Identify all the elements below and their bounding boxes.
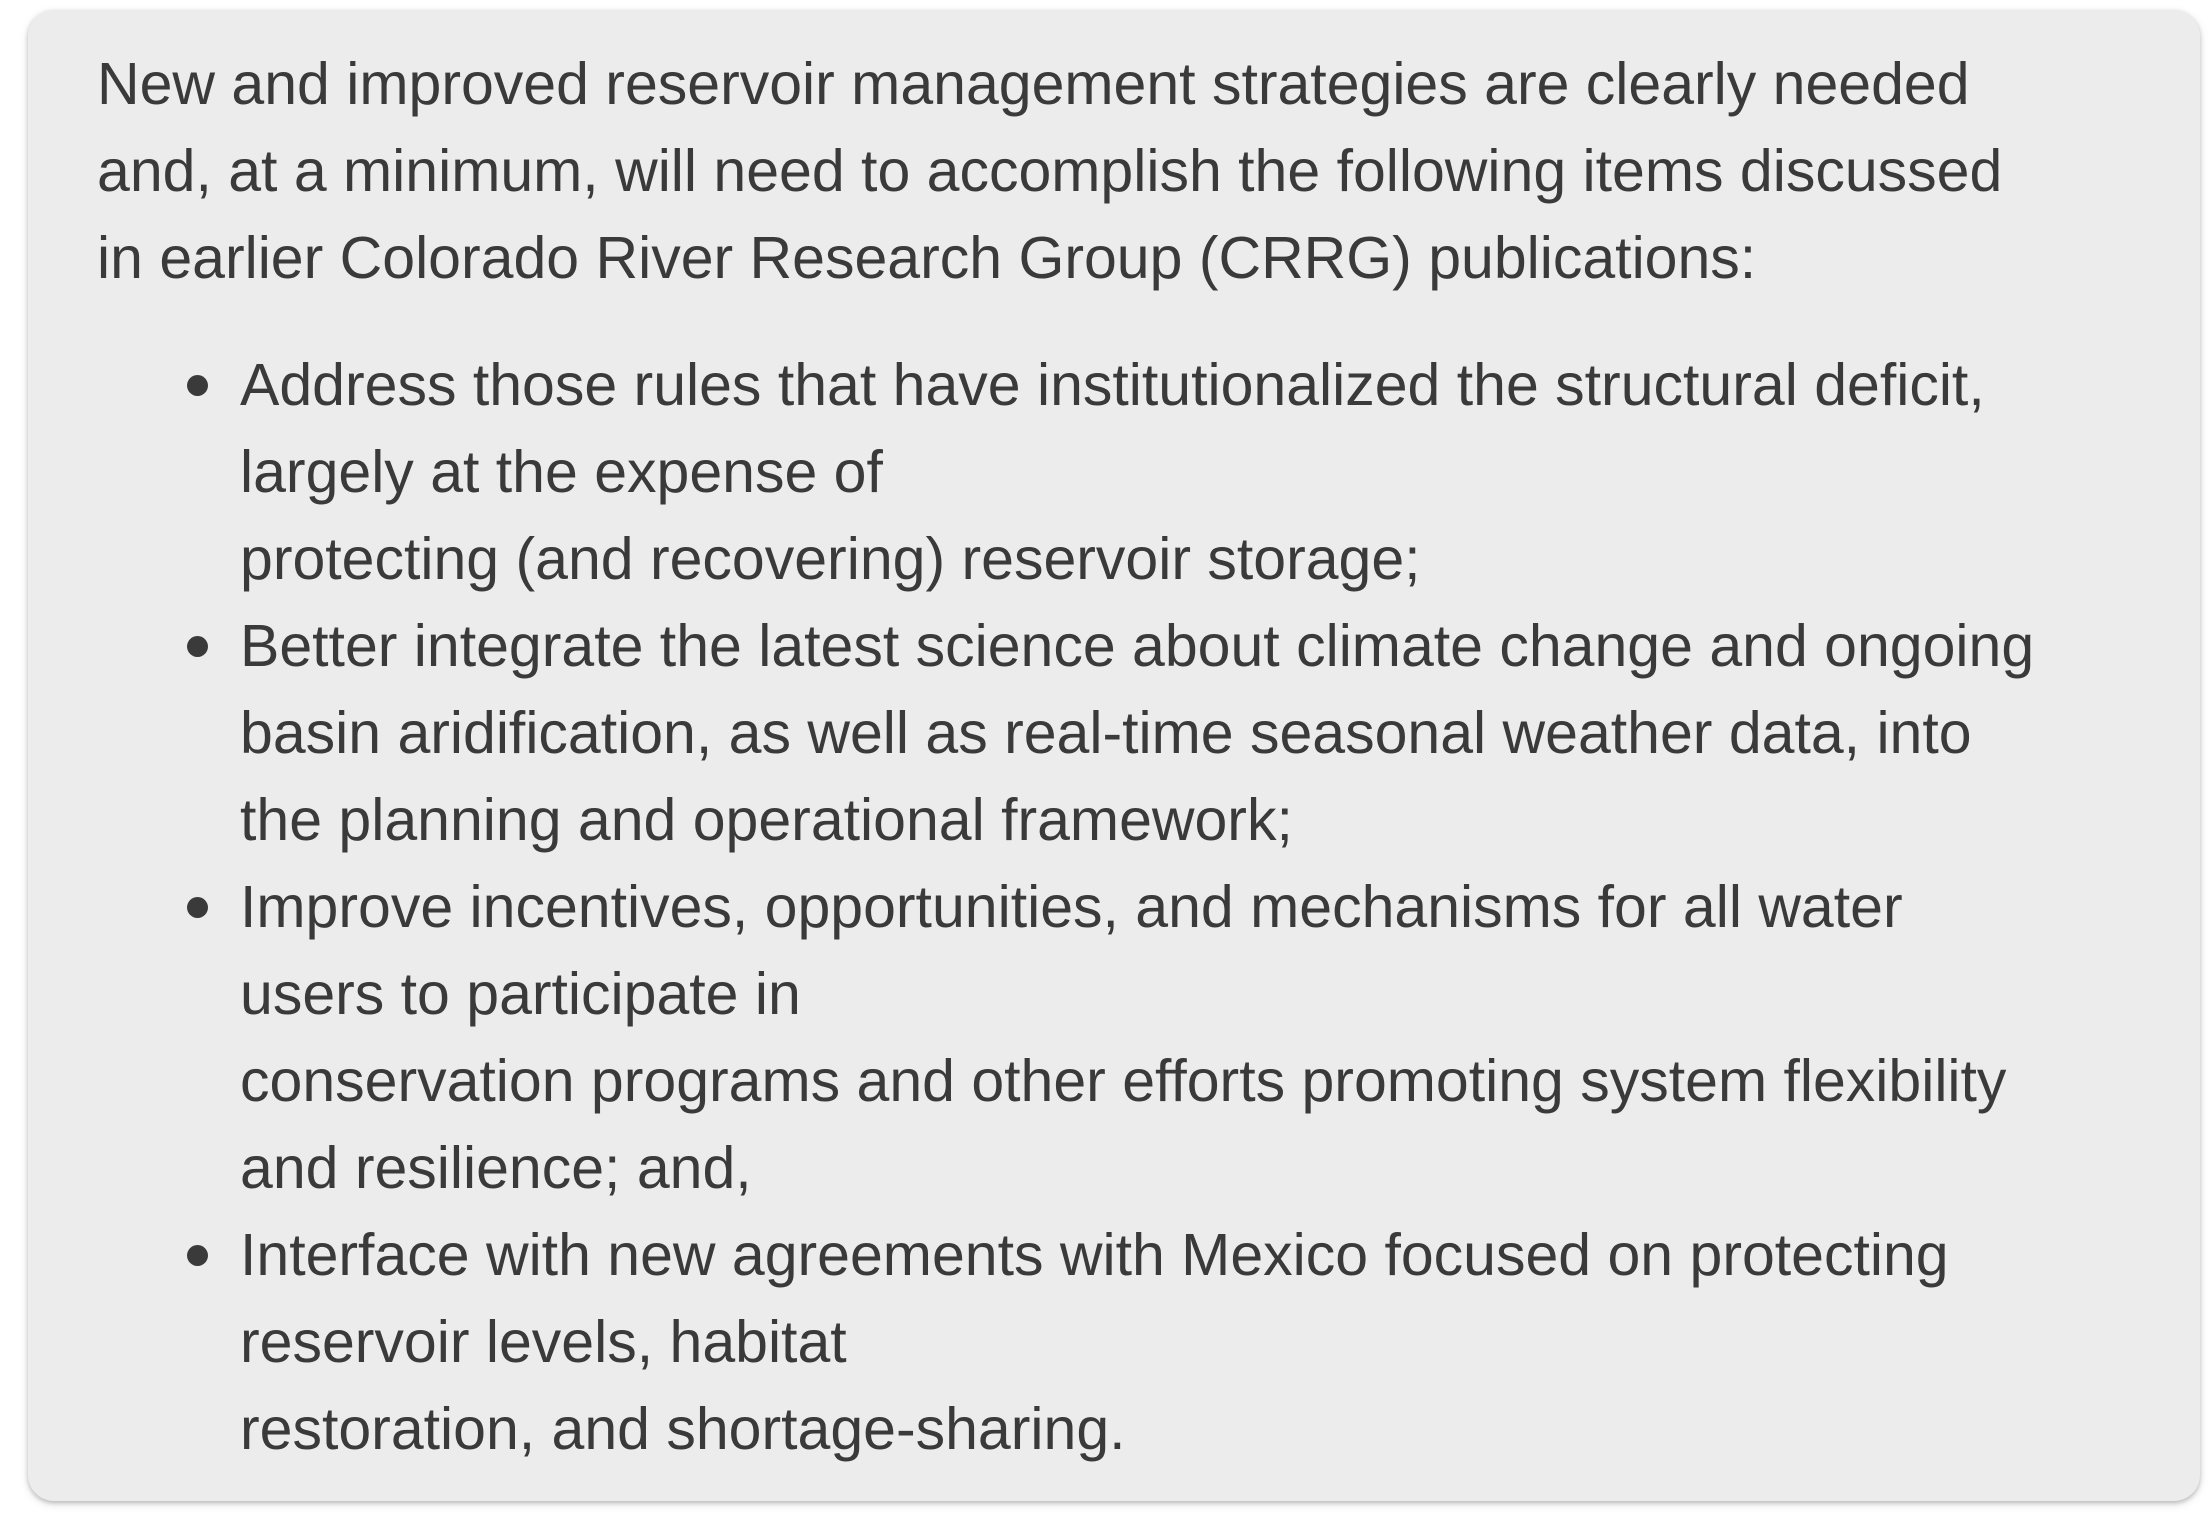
bullet-line: Improve incentives, opportunities, and mechanisms for all water [240,874,1903,940]
intro-paragraph [97,41,2140,302]
bullet-icon [187,375,208,396]
bullet-text [240,1212,2140,1473]
list-item [97,1212,2140,1473]
bullet-line: largely at the expense of [240,439,883,505]
paragraph-line: and, at a minimum, will need to accomplish the following items discussed [97,138,2003,204]
bullet-icon [187,636,208,657]
bullet-line: protecting (and recovering) reservoir storage; [240,526,1421,592]
bullet-list [97,342,2140,1473]
list-item [97,342,2140,603]
paragraph-line: New and improved reservoir management strategies are clearly needed [97,51,1970,117]
bullet-text [240,603,2140,864]
bullet-line: conservation programs and other efforts promoting system flexibility [240,1048,2007,1114]
bullet-line: and resilience; and, [240,1135,752,1201]
paragraph-line: in earlier Colorado River Research Group (CRRG) publications: [97,225,1757,291]
bullet-line: the planning and operational framework; [240,787,1293,853]
bullet-line: Interface with new agreements with Mexico focused on protecting [240,1222,1949,1288]
bullet-icon [187,1245,208,1266]
list-item [97,603,2140,864]
bullet-icon [187,897,208,918]
bullet-line: restoration, and shortage-sharing. [240,1396,1126,1462]
bullet-text [240,864,2140,1212]
bullet-text [240,342,2140,603]
bullet-line: reservoir levels, habitat [240,1309,847,1375]
bullet-line: basin aridification, as well as real-time seasonal weather data, into [240,700,1972,766]
bullet-line: Better integrate the latest science about climate change and ongoing [240,613,2035,679]
bullet-line: Address those rules that have institutionalized the structural deficit, [240,352,1985,418]
content-card [28,10,2200,1501]
bullet-line: users to participate in [240,961,801,1027]
list-item [97,864,2140,1212]
